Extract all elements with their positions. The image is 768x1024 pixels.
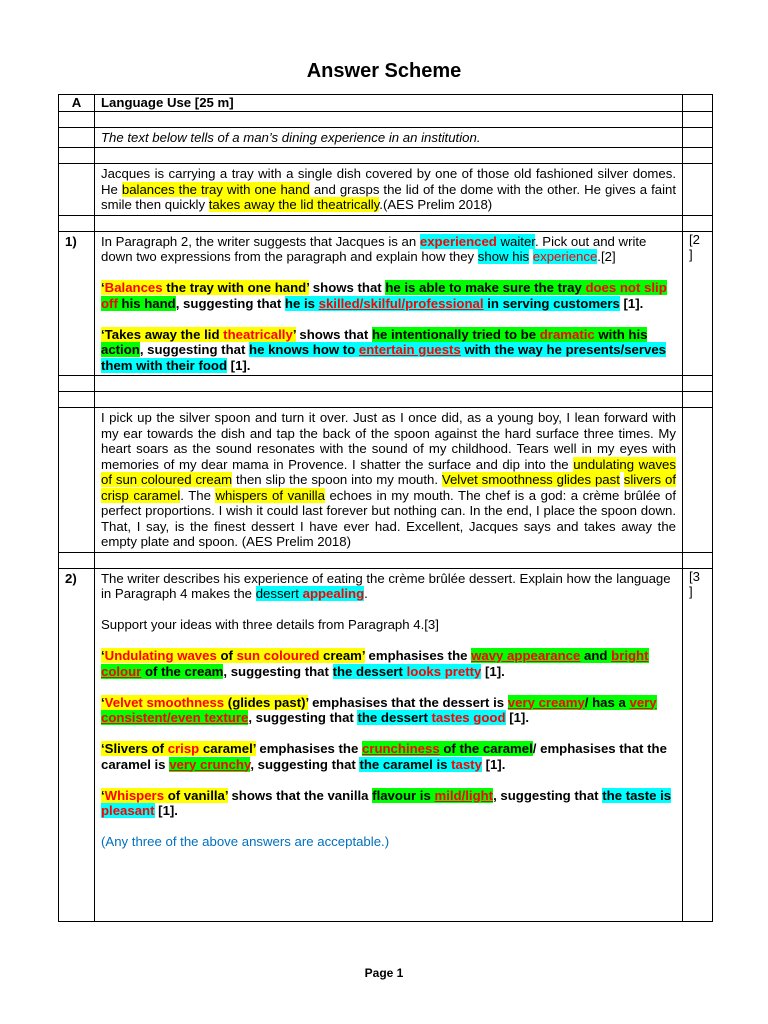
- blank-row: [59, 215, 713, 231]
- section-title: Language Use [25 m]: [95, 95, 683, 112]
- question-2-support: Support your ideas with three details from Paragraph 4.[3]: [101, 617, 439, 632]
- page-title: Answer Scheme: [306, 60, 462, 82]
- highlight: slivers of crisp caramel: [101, 472, 677, 503]
- answer-2c: ‘Slivers of crisp caramel’ emphasises the crunchiness of the caramel/ emphasises that the caramel is very crunchy, suggesting that the caramel is tasty [1].: [101, 741, 667, 772]
- highlight: undulating waves of sun coloured cream: [101, 456, 676, 487]
- question-number: 2): [59, 568, 95, 921]
- answer-2a: ‘Undulating waves of sun coloured cream’ emphasises the wavy appearance and bright colour of the cream, suggesting that the dessert looks pretty [1].: [101, 648, 649, 679]
- section-label: A: [59, 95, 95, 112]
- question-2-marks: [3 ]: [683, 568, 713, 921]
- blank-row: [59, 392, 713, 408]
- answer-2b: ‘Velvet smoothness (glides past)’ emphasises that the dessert is very creamy/ has a very consistent/even texture, suggesting that the dessert tastes good [1].: [101, 694, 657, 725]
- blank-row: [59, 148, 713, 164]
- page-number: Page 1: [364, 966, 404, 980]
- blank-row: [59, 552, 713, 568]
- passage-2-row: [59, 408, 713, 553]
- blank-row: [59, 376, 713, 392]
- passage-1-row: [59, 164, 713, 216]
- highlight: whispers of vanilla: [215, 487, 325, 503]
- section-header-row: [59, 95, 713, 112]
- highlight: balances the tray with one hand: [121, 181, 310, 197]
- highlight: Velvet smoothness glides past: [441, 472, 620, 487]
- question-2-stem: The writer describes his experience of eating the crème brûlée dessert. Explain how the language in Paragraph 4 makes the dessert appealing.: [101, 570, 671, 601]
- question-2-row: [59, 568, 713, 921]
- question-1-stem: In Paragraph 2, the writer suggests that Jacques is an experienced waiter. Pick out and write down two expressions from the paragraph and explain how they show his experience.[2]: [101, 233, 647, 264]
- blank-row: [59, 111, 713, 127]
- answer-2d: ‘Whispers of vanilla’ shows that the vanilla flavour is mild/light, suggesting that the taste is pleasant [1].: [101, 787, 672, 818]
- passage-2: I pick up the silver spoon and turn it over. Just as I once did, as a young boy, I lean forward with my ear towards the dish and tap the back of the spoon against the hard surface three times. My heart soars as the sound resonates with the sound of my childhood. Tears well in my eyes with memories of my dear mama in Provence. I shatter the surface and dip into the undulating waves of sun coloured cream then slip the spoon into my mouth. Velvet smoothness glides past slivers of crisp caramel. The whispers of vanilla echoes in my mouth. The chef is a god: a crème brûlée of perfect proportions. I wish it could last forever but nothing can. In the end, I place the spoon down. That, I say, is the finest dessert I have ever had. Excellent, Jacques says and takes away the empty plate and spoon. (AES Prelim 2018): [95, 408, 683, 553]
- question-1-content: [95, 231, 683, 376]
- acceptance-note: (Any three of the above answers are acceptable.): [101, 834, 390, 849]
- question-2-content: [95, 568, 683, 921]
- passage-1: Jacques is carrying a tray with a single dish covered by one of those old fashioned silver domes. He balances the tray with one hand and grasps the lid of the dome with the other. He gives a faint smile then quickly takes away the lid theatrically.(AES Prelim 2018): [95, 164, 683, 216]
- answer-1a: ‘Balances the tray with one hand’ shows that he is able to make sure the tray does not slip off his hand, suggesting that he is skilled/skilful/professional in serving customers [1].: [101, 280, 667, 311]
- question-1-marks: [2 ]: [683, 231, 713, 376]
- question-number: 1): [59, 231, 95, 376]
- answer-1b: ‘Takes away the lid theatrically’ shows that he intentionally tried to be dramatic with his action, suggesting that he knows how to entertain guests with the way he presents/serves them with their food [1].: [101, 326, 667, 373]
- highlight: takes away the lid theatrically: [208, 197, 380, 212]
- intro-text: The text below tells of a man’s dining experience in an institution.: [95, 127, 683, 148]
- answer-scheme-table: [58, 94, 713, 922]
- intro-row: [59, 127, 713, 148]
- question-1-row: [59, 231, 713, 376]
